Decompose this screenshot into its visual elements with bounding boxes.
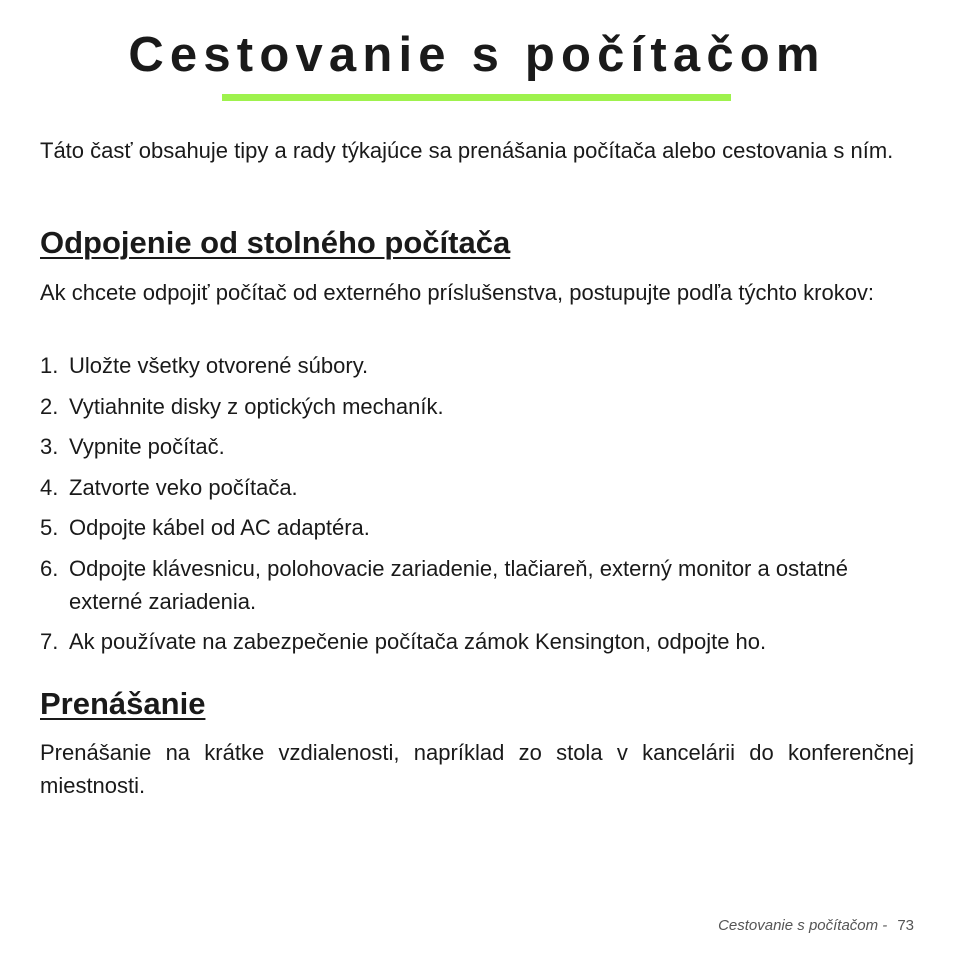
section-heading-carrying: Prenášanie — [40, 686, 206, 721]
intro-paragraph: Táto časť obsahuje tipy a rady týkajúce sa prenášania počítača alebo cestovania s ním. — [40, 138, 894, 163]
section-heading-disconnect: Odpojenie od stolného počítača — [40, 225, 511, 260]
step-number: 6. — [40, 555, 59, 581]
page-title: Cestovanie s počítačom — [128, 28, 826, 82]
step-text: Ak používate na zabezpečenie počítača zámok Kensington, odpojte ho. — [69, 629, 767, 654]
step-text: Odpojte kábel od AC adaptéra. — [69, 515, 370, 540]
disconnect-steps-list — [40, 349, 914, 666]
step-text: Zatvorte veko počítača. — [69, 474, 298, 500]
step-number: 4. — [40, 474, 59, 500]
step-number: 7. — [40, 629, 59, 654]
list-item — [40, 430, 914, 463]
list-item — [40, 349, 914, 382]
list-item — [40, 390, 914, 423]
step-text: Vytiahnite disky z optických mechaník. — [69, 393, 444, 419]
list-item — [40, 511, 914, 544]
list-item — [40, 552, 914, 618]
step-text: Uložte všetky otvorené súbory. — [69, 353, 369, 378]
list-item — [40, 471, 914, 504]
page-footer — [718, 916, 914, 936]
step-number: 5. — [40, 515, 59, 540]
step-number: 1. — [40, 353, 59, 378]
title-underline-bar — [222, 94, 731, 101]
disconnect-paragraph: Ak chcete odpojiť počítač od externého príslušenstva, postupujte podľa týchto krokov: — [40, 280, 875, 305]
page-number: 73 — [897, 917, 914, 934]
step-text: Vypnite počítač. — [69, 434, 225, 459]
step-number: 3. — [40, 434, 59, 459]
step-number: 2. — [40, 393, 59, 419]
carrying-paragraph: Prenášanie na krátke vzdialenosti, napríklad zo stola v kancelárii do konferenčnej miestnosti. — [40, 740, 914, 798]
step-text: Odpojte klávesnicu, polohovacie zariadenie, tlačiareň, externý monitor a ostatné externé zariadenia. — [69, 555, 849, 614]
footer-chapter-label: Cestovanie s počítačom - — [718, 917, 888, 934]
list-item — [40, 625, 914, 658]
